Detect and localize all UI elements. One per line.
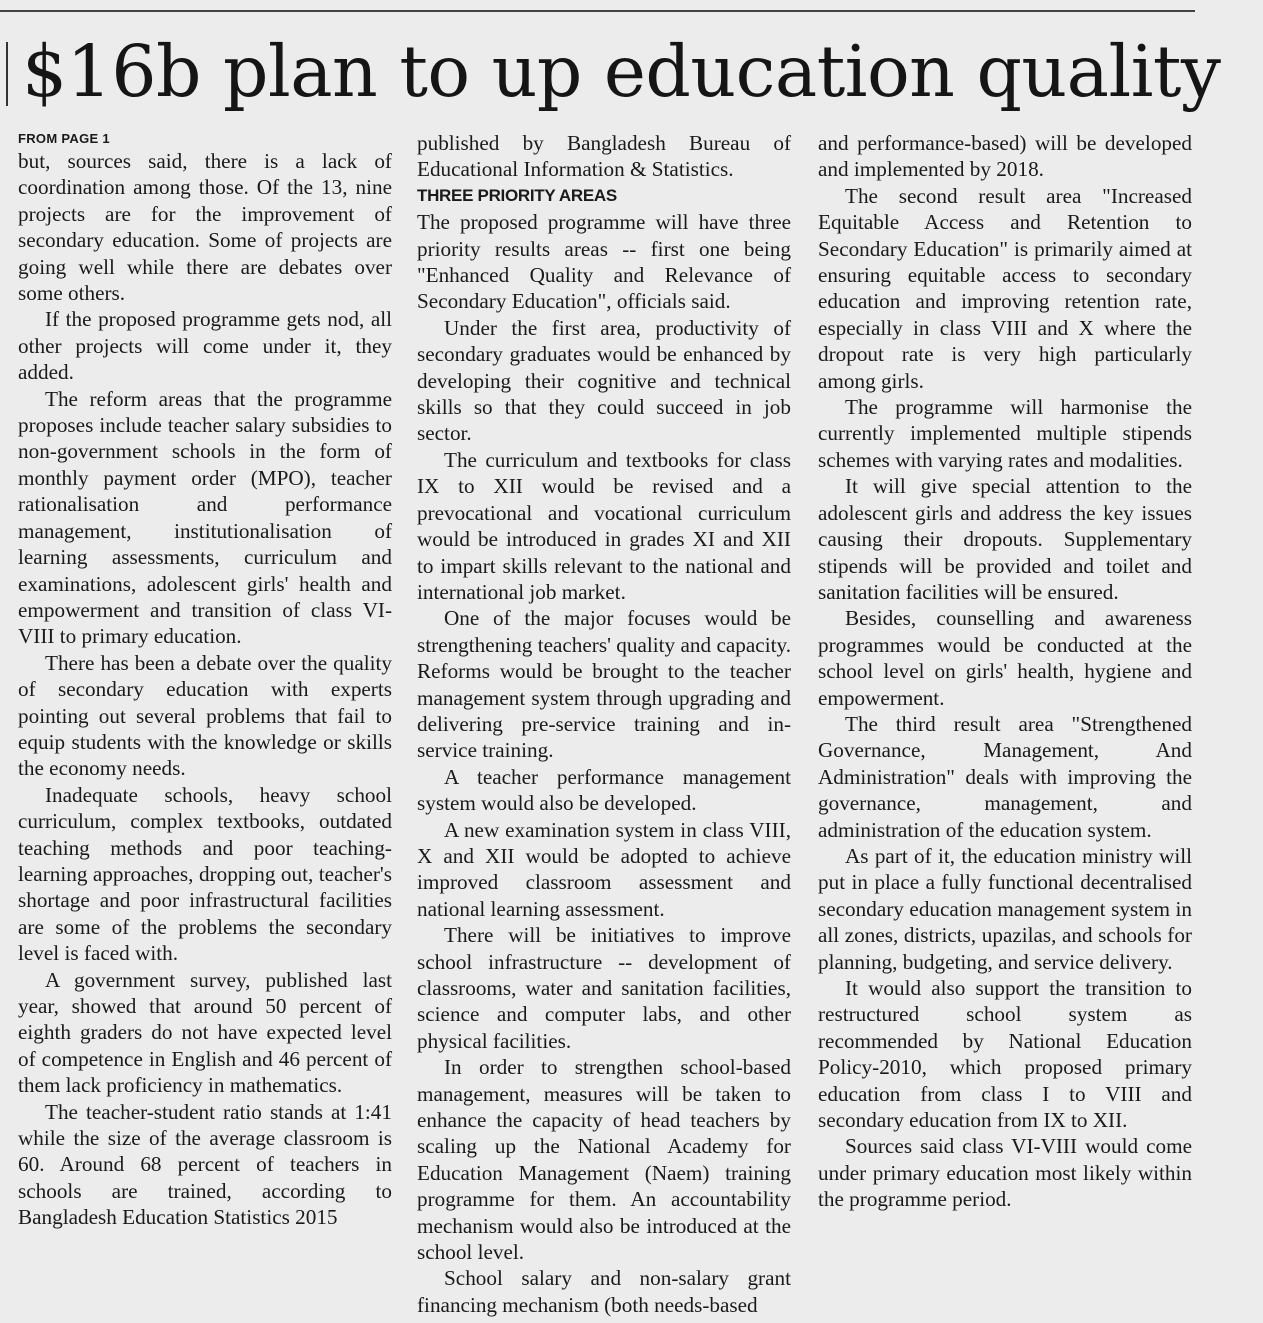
paragraph: The reform areas that the programme proposes include teacher salary subsidies to non-government schools in the form of monthly payment order (MPO), teacher rationalisation and performance management, institutionalisation of learning assessments, curriculum and examinations, adolescent girls' health and empowerment and transition of class VI-VIII to primary education. <box>18 386 392 649</box>
paragraph: The curriculum and textbooks for class IX to XII would be revised and a prevocational and vocational curriculum would be introduced in grades XI and XII to impart skills relevant to the national and international job market. <box>417 447 791 604</box>
paragraph: and performance-based) will be developed and implemented by 2018. <box>818 131 1192 182</box>
paragraph: School salary and non-salary grant financing mechanism (both needs-based <box>417 1266 791 1317</box>
paragraph: A teacher performance management system would also be developed. <box>417 764 791 816</box>
article-column-3 <box>818 130 1192 1213</box>
paragraph: Besides, counselling and awareness programmes would be conducted at the school level on girls' health, hygiene and empowerment. <box>818 606 1192 710</box>
paragraph: The teacher-student ratio stands at 1:41 while the size of the average classroom is 60. Around 68 percent of teachers in schools are trained, according to Bangladesh Education Statistics 2015 <box>18 1099 392 1230</box>
top-rule <box>0 10 1195 12</box>
paragraph: One of the major focuses would be strengthening teachers' quality and capacity. Reforms would be brought to the teacher management system through upgrading and delivering pre-service training and in-service training. <box>417 606 791 763</box>
subhead: THREE PRIORITY AREAS <box>417 185 617 205</box>
paragraph: If the proposed programme gets nod, all other projects will come under it, they added. <box>18 307 392 385</box>
paragraph: The proposed programme will have three priority results areas -- first one being "Enhanced Quality and Relevance of Secondary Education", officials said. <box>417 210 791 314</box>
paragraph: The third result area "Strengthened Governance, Management, And Administration" deals with improving the governance, management, and administration of the education system. <box>818 711 1192 842</box>
paragraph: In order to strengthen school-based management, measures will be taken to enhance the capacity of head teachers by scaling up the National Academy for Education Management (Naem) training programme for them. An accountability mechanism would also be introduced at the school level. <box>417 1055 791 1265</box>
headline: $16b plan to up education quality <box>22 30 1221 113</box>
article-column-2 <box>417 130 791 1318</box>
paragraph: There will be initiatives to improve school infrastructure -- development of classrooms, water and sanitation facilities, science and computer labs, and other physical facilities. <box>417 923 791 1053</box>
paragraph: It would also support the transition to restructured school system as recommended by National Education Policy-2010, which proposed primary education from class I to VIII and secondary education from IX to XII. <box>818 976 1192 1133</box>
paragraph: There has been a debate over the quality of secondary education with experts pointing out several problems that fail to equip students with the knowledge or skills the economy needs. <box>18 650 392 781</box>
paragraph: Under the first area, productivity of secondary graduates would be enhanced by developing their cognitive and technical skills so that they could succeed in job sector. <box>417 315 791 446</box>
from-page-label: FROM PAGE 1 <box>18 131 110 146</box>
paragraph: but, sources said, there is a lack of coordination among those. Of the 13, nine projects are for the improvement of secondary education. Some of projects are going well while there are debates over some others. <box>18 149 392 306</box>
headline-rule <box>6 42 8 106</box>
paragraph: It will give special attention to the adolescent girls and address the key issues causing their dropouts. Supplementary stipends will be provided and toilet and sanitation facilities will be ensured. <box>818 474 1192 604</box>
paragraph: The programme will harmonise the currently implemented multiple stipends schemes with varying rates and modalities. <box>818 395 1192 472</box>
paragraph: Inadequate schools, heavy school curriculum, complex textbooks, outdated teaching methods and poor teaching-learning approaches, dropping out, teacher's shortage and poor infrastructural facilities are some of the problems the secondary level is faced with. <box>18 782 392 966</box>
article-column-1 <box>18 130 392 1231</box>
paragraph: A new examination system in class VIII, X and XII would be adopted to achieve improved classroom assessment and national learning assessment. <box>417 817 791 921</box>
paragraph: As part of it, the education ministry will put in place a fully functional decentralised secondary education management system in all zones, districts, upazilas, and schools for planning, budgeting, and service delivery. <box>818 843 1192 974</box>
paragraph: A government survey, published last year, showed that around 50 percent of eighth graders do not have expected level of competence in English and 46 percent of them lack proficiency in mathematics. <box>18 967 392 1098</box>
paragraph: The second result area "Increased Equitable Access and Retention to Secondary Education" is primarily aimed at ensuring equitable access to secondary education and improving retention rate, especially in class VIII and X where the dropout rate is very high particularly among girls. <box>818 183 1192 393</box>
paragraph: published by Bangladesh Bureau of Educational Information & Statistics. <box>417 131 791 182</box>
paragraph: Sources said class VI-VIII would come under primary education most likely within the programme period. <box>818 1134 1192 1212</box>
